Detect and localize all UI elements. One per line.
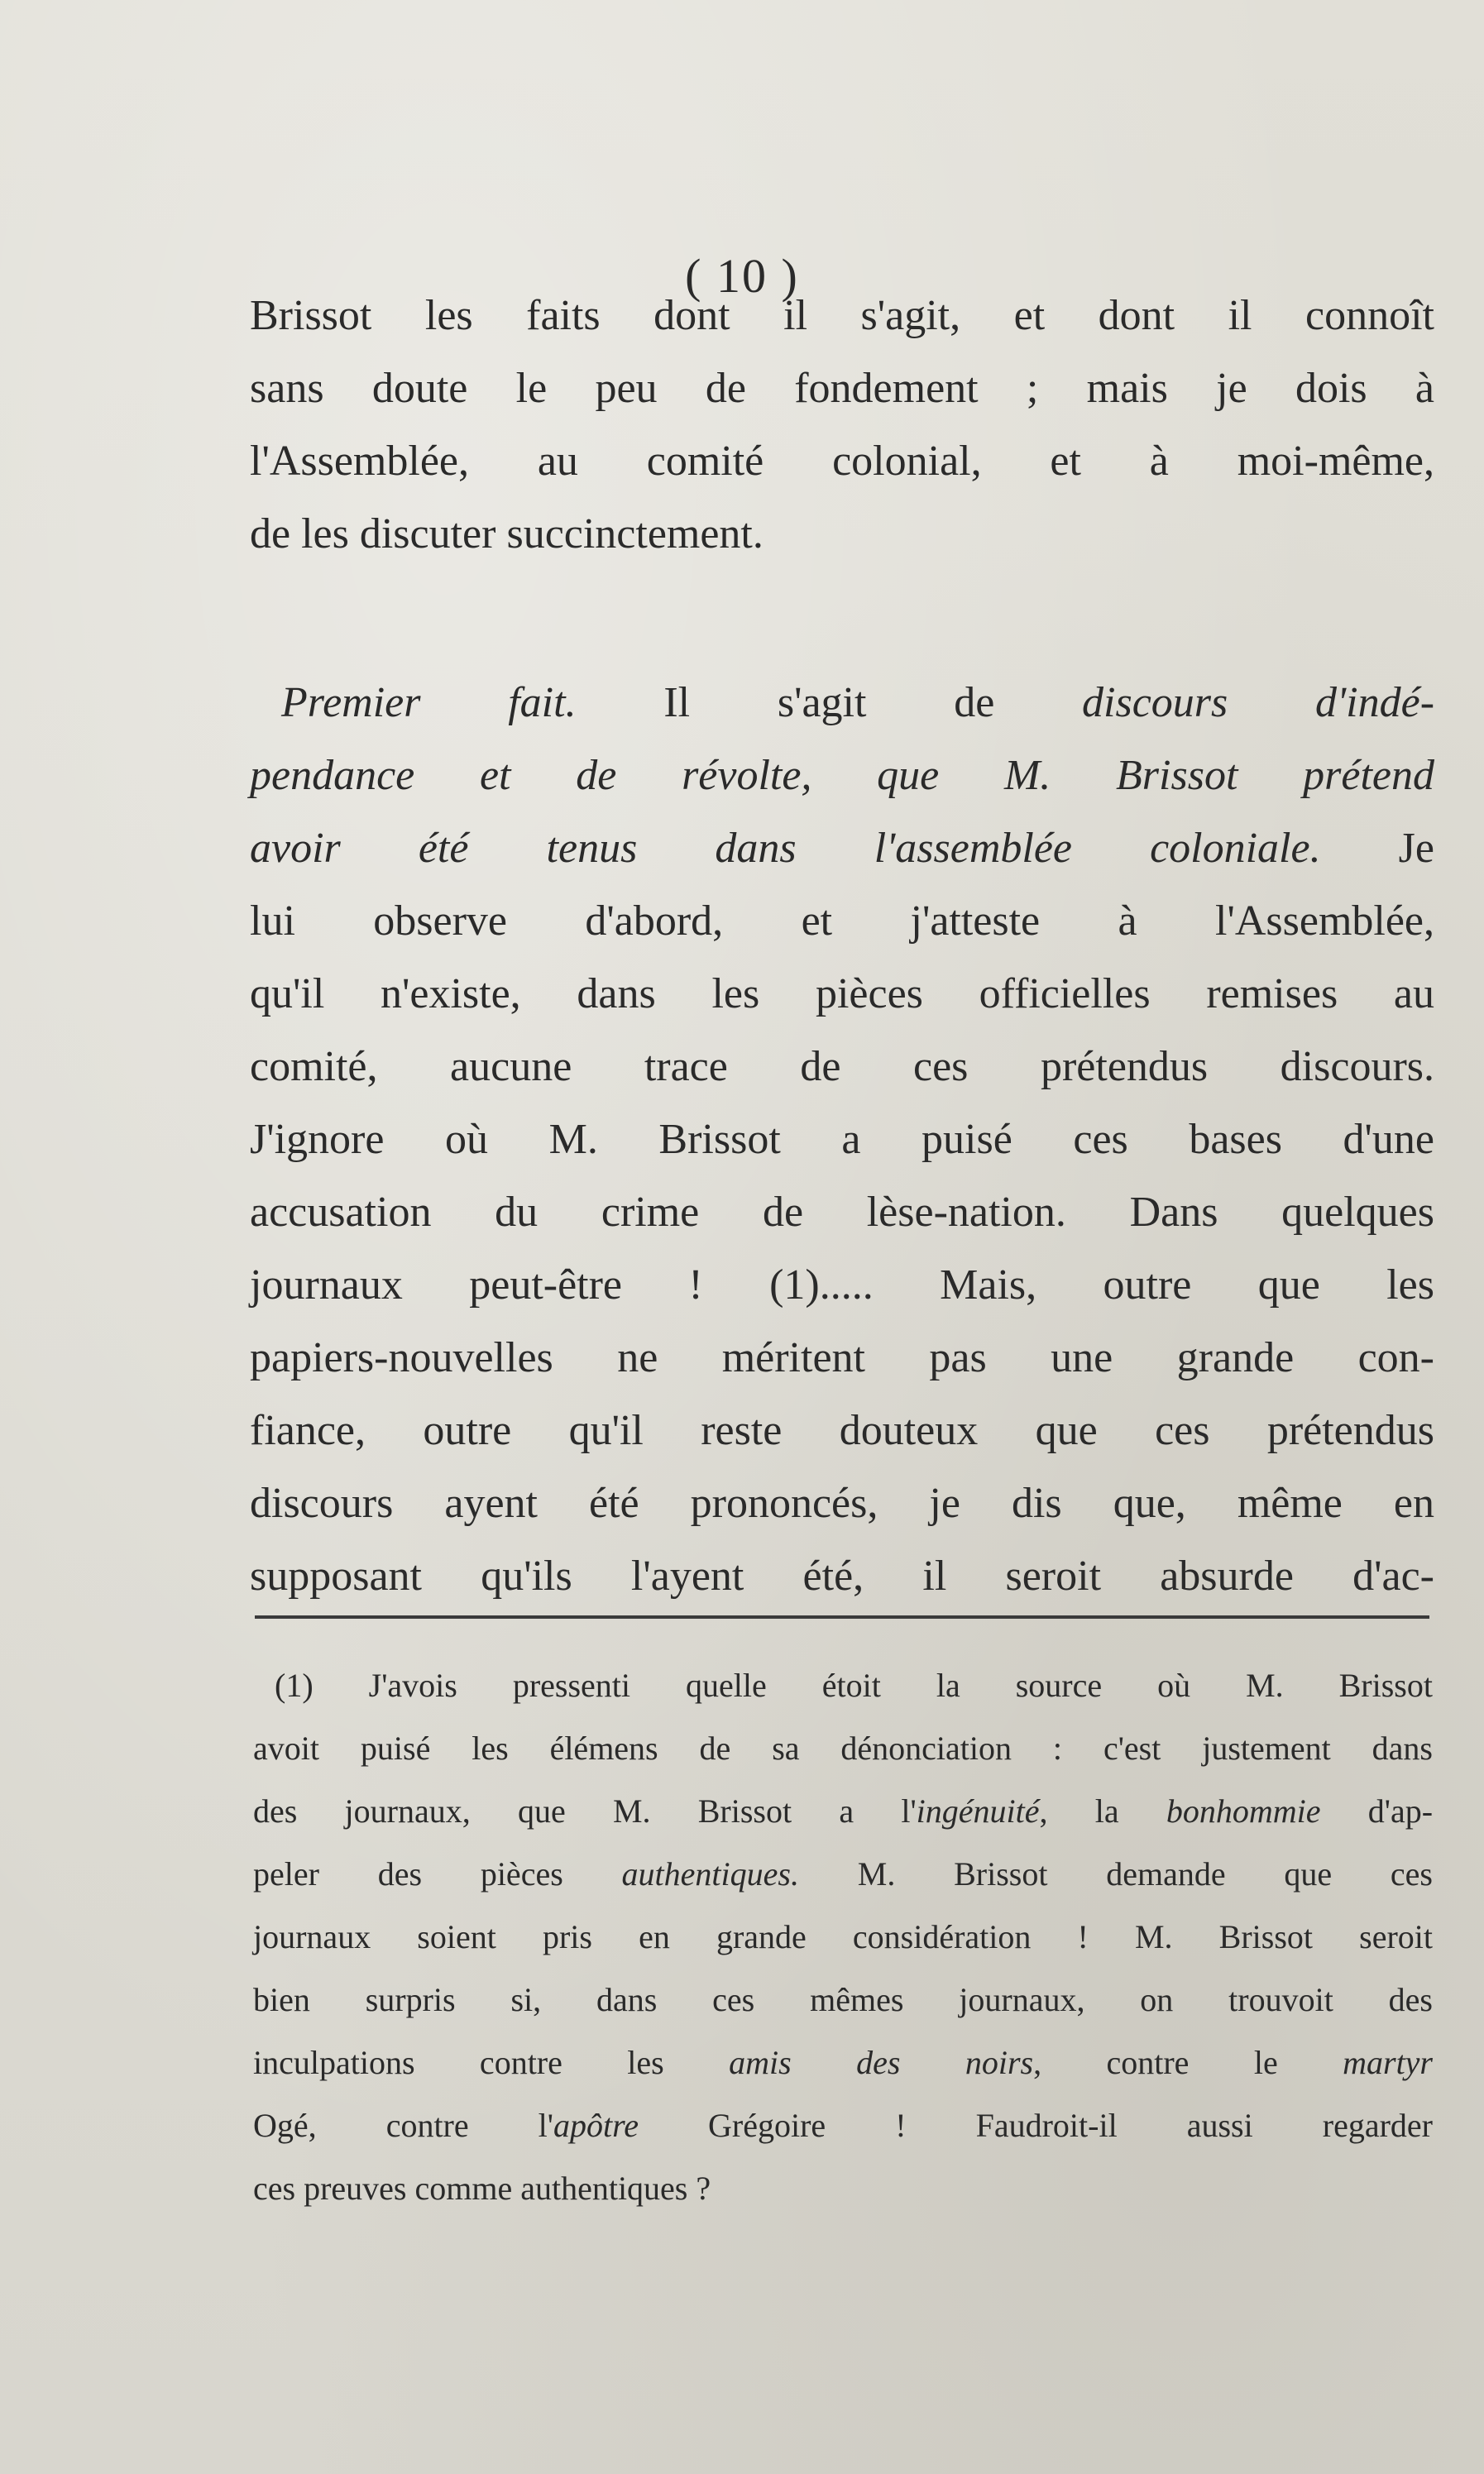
text-line: fiance, outre qu'il reste douteux que ces prétendus [250,1407,1434,1454]
text-line [250,739,1434,812]
plain-text: des journaux, que M. Brissot a l' [253,1792,917,1830]
text-line: comité, aucune trace de ces prétendus discours. [250,1043,1434,1090]
footnote-line [253,1780,1433,1843]
text-line: papiers-nouvelles ne méritent pas une grande con- [250,1334,1434,1381]
text-line: qu'il n'existe, dans les pièces officielles remises au [250,970,1434,1017]
plain-text: Grégoire ! Faudroit-il aussi regarder [638,2107,1433,2144]
footnote-line: avoit puisé les élémens de sa dénonciation : c'est justement dans [253,1730,1433,1767]
text-line: de les discuter succinctement. [250,510,764,557]
italic-text: pendance et de révolte, que M. Brissot prétend [250,752,1434,799]
paragraph-1 [250,280,1434,571]
text-line: l'Assemblée, au comité colonial, et à moi-même, [250,438,1434,485]
plain-text: Je [1320,825,1434,872]
text-line: supposant qu'ils l'ayent été, il seroit absurde d'ac- [250,1553,1434,1600]
plain-text: Ogé, contre l' [253,2107,554,2144]
plain-text: d'ap- [1320,1792,1434,1830]
italic-text: discours d'indé- [1082,679,1435,726]
italic-text: amis des noirs [729,2044,1034,2081]
page-number: ( 10 ) [685,249,799,303]
text-line: sans doute le peu de fondement ; mais je dois à [250,365,1434,412]
italic-text: authentiques. [621,1855,799,1893]
italic-text: apôtre [553,2107,639,2144]
text-line: discours ayent été prononcés, je dis que, même en [250,1480,1434,1527]
footnote-line: (1) J'avois pressenti quelle étoit la source où M. Brissot [275,1667,1433,1704]
footnote-line [253,1843,1433,1906]
italic-text: avoir été tenus dans l'assemblée coloniale. [250,825,1321,872]
italic-text: Premier fait. [281,679,577,726]
paragraph-2 [250,667,1434,1613]
plain-text: M. Brissot demande que ces [798,1855,1433,1893]
italic-text: ingénuité [916,1792,1040,1830]
footnote-line: bien surpris si, dans ces mêmes journaux, on trouvoit des [253,1981,1433,2018]
text-line: J'ignore où M. Brissot a puisé ces bases d'une [250,1116,1434,1163]
text-line: accusation du crime de lèse-nation. Dans quelques [250,1189,1434,1236]
plain-text: Il s'agit de [576,679,1083,726]
italic-text: martyr [1343,2044,1433,2081]
footnote-line [253,2094,1433,2157]
plain-text: , la [1039,1792,1166,1830]
footnote-line: ces preuves comme authentiques ? [253,2170,711,2207]
italic-text: bonhommie [1166,1792,1321,1830]
plain-text: inculpations contre les [253,2044,730,2081]
text-line [250,667,1434,739]
footnote [253,1654,1433,2220]
footnote-line [253,2031,1433,2094]
footnote-line: journaux soient pris en grande considération ! M. Brissot seroit [253,1918,1433,1955]
text-line [250,812,1434,885]
text-line: Brissot les faits dont il s'agit, et dont il connoît [250,292,1434,339]
footnote-rule [255,1615,1429,1619]
plain-text: peler des pièces [253,1855,622,1893]
plain-text: , contre le [1033,2044,1343,2081]
text-line: lui observe d'abord, et j'atteste à l'Assemblée, [250,897,1434,945]
text-line: journaux peut-être ! (1)..... Mais, outre que les [250,1261,1434,1309]
